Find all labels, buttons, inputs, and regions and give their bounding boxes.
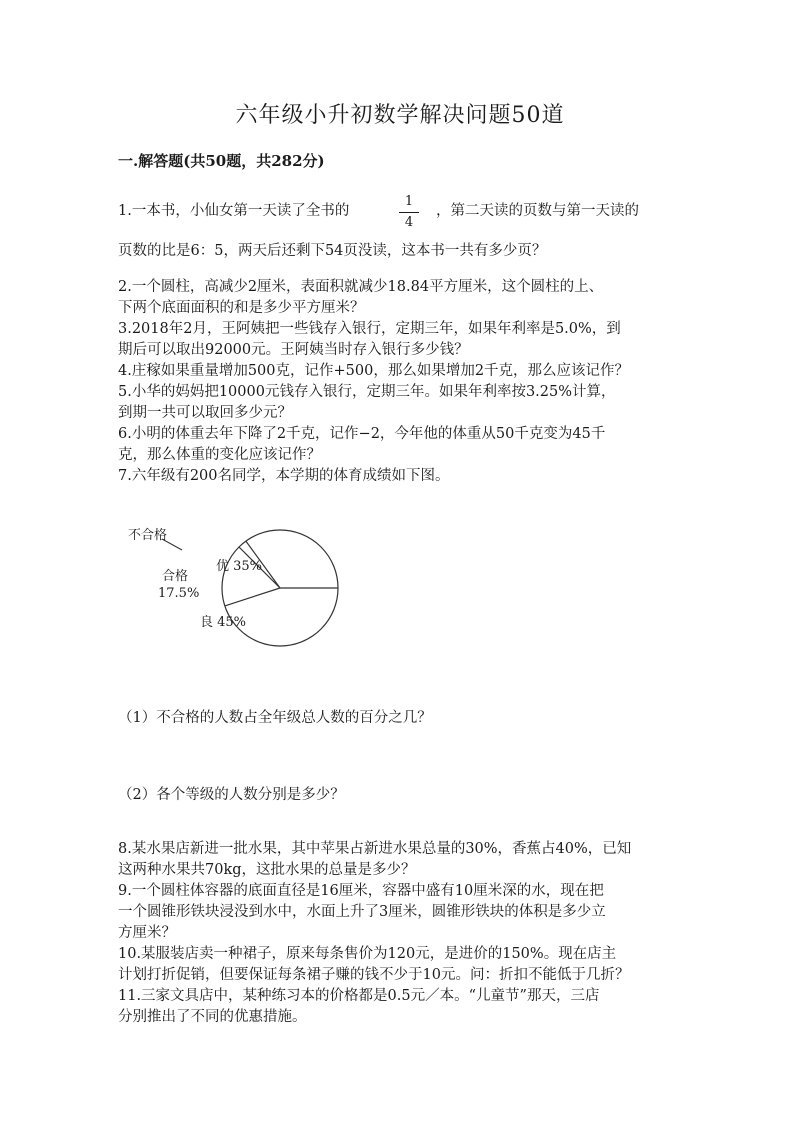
page-title: 六年级小升初数学解决问题50道 — [235, 103, 565, 128]
slice-label-excellent: 优 35% — [216, 559, 263, 574]
question-3-line-2: 期后可以取出92000元。王阿姨当时存入银行多少钱？ — [118, 342, 469, 358]
question-9-line-3: 方厘米？ — [118, 925, 176, 941]
slice-label-pass-name: 合格 — [162, 569, 189, 584]
question-5-line-1: 5.小华的妈妈把10000元钱存入银行，定期三年。如果年利率按3.25%计算， — [118, 384, 616, 400]
question-6-line-2: 克，那么体重的变化应该记作？ — [118, 447, 321, 463]
question-1-line-2: 页数的比是6：5，两天后还剩下54页没读，这本书一共有多少页？ — [118, 243, 547, 259]
question-8-line-2: 这两种水果共70kg，这批水果的总量是多少？ — [118, 862, 416, 878]
fraction-numerator: 1 — [404, 194, 414, 209]
question-7-subquestion-2: （2）各个等级的人数分别是多少？ — [118, 787, 345, 803]
fraction-bar — [399, 212, 419, 213]
question-6-line-1: 6.小明的体重去年下降了2千克，记作−2，今年他的体重从50千克变为45千 — [118, 426, 606, 442]
slice-label-good: 良 45% — [200, 615, 247, 630]
question-5-line-2: 到期一共可以取回多少元？ — [118, 405, 292, 421]
question-2-line-1: 2.一个圆柱，高减少2厘米，表面积就减少18.84平方厘米，这个圆柱的上、 — [118, 279, 604, 295]
question-11-line-1: 11.三家文具店中，某种练习本的价格都是0.5元／本。“儿童节”那天，三店 — [118, 988, 600, 1004]
fraction-one-quarter — [396, 193, 422, 232]
slice-label-fail: 不合格 — [128, 528, 168, 543]
question-1-line-1a: 1.一本书，小仙女第一天读了全书的 — [118, 203, 350, 219]
slice-label-pass-value: 17.5% — [158, 586, 200, 601]
question-11-line-2: 分别推出了不同的优惠措施。 — [118, 1009, 307, 1025]
fraction-denominator: 4 — [404, 215, 414, 230]
pie-divider-good-pass — [225, 588, 280, 606]
question-2-line-2: 下两个底面面积的和是多少平方厘米？ — [118, 300, 365, 316]
question-10-line-1: 10.某服装店卖一种裙子，原来每条售价为120元，是进价的150%。现在店主 — [118, 946, 617, 962]
section-header: 一.解答题(共50题，共282分) — [118, 152, 325, 170]
question-10-line-2: 计划打折促销，但要保证每条裙子赚的钱不少于10元。问：折扣不能低于几折？ — [118, 967, 630, 983]
question-8-line-1: 8.某水果店新进一批水果，其中苹果占新进水果总量的30%，香蕉占40%，已知 — [118, 841, 632, 857]
grade-pie-chart — [118, 520, 378, 670]
question-1-line-1b: ，第二天读的页数与第一天读的 — [436, 203, 639, 219]
question-7-subquestion-1: （1）不合格的人数占全年级总人数的百分之几？ — [118, 710, 432, 726]
question-3-line-1: 3.2018年2月，王阿姨把一些钱存入银行，定期三年，如果年利率是5.0%，到 — [118, 321, 621, 337]
question-4-line-1: 4.庄稼如果重量增加500克，记作+500，那么如果增加2千克，那么应该记作？ — [118, 363, 630, 379]
question-9-line-2: 一个圆锥形铁块浸没到水中，水面上升了3厘米，圆锥形铁块的体积是多少立 — [118, 904, 606, 920]
question-7-line-1: 7.六年级有200名同学，本学期的体育成绩如下图。 — [118, 468, 450, 484]
question-9-line-1: 9.一个圆柱体容器的底面直径是16厘米，容器中盛有10厘米深的水，现在把 — [118, 883, 604, 899]
